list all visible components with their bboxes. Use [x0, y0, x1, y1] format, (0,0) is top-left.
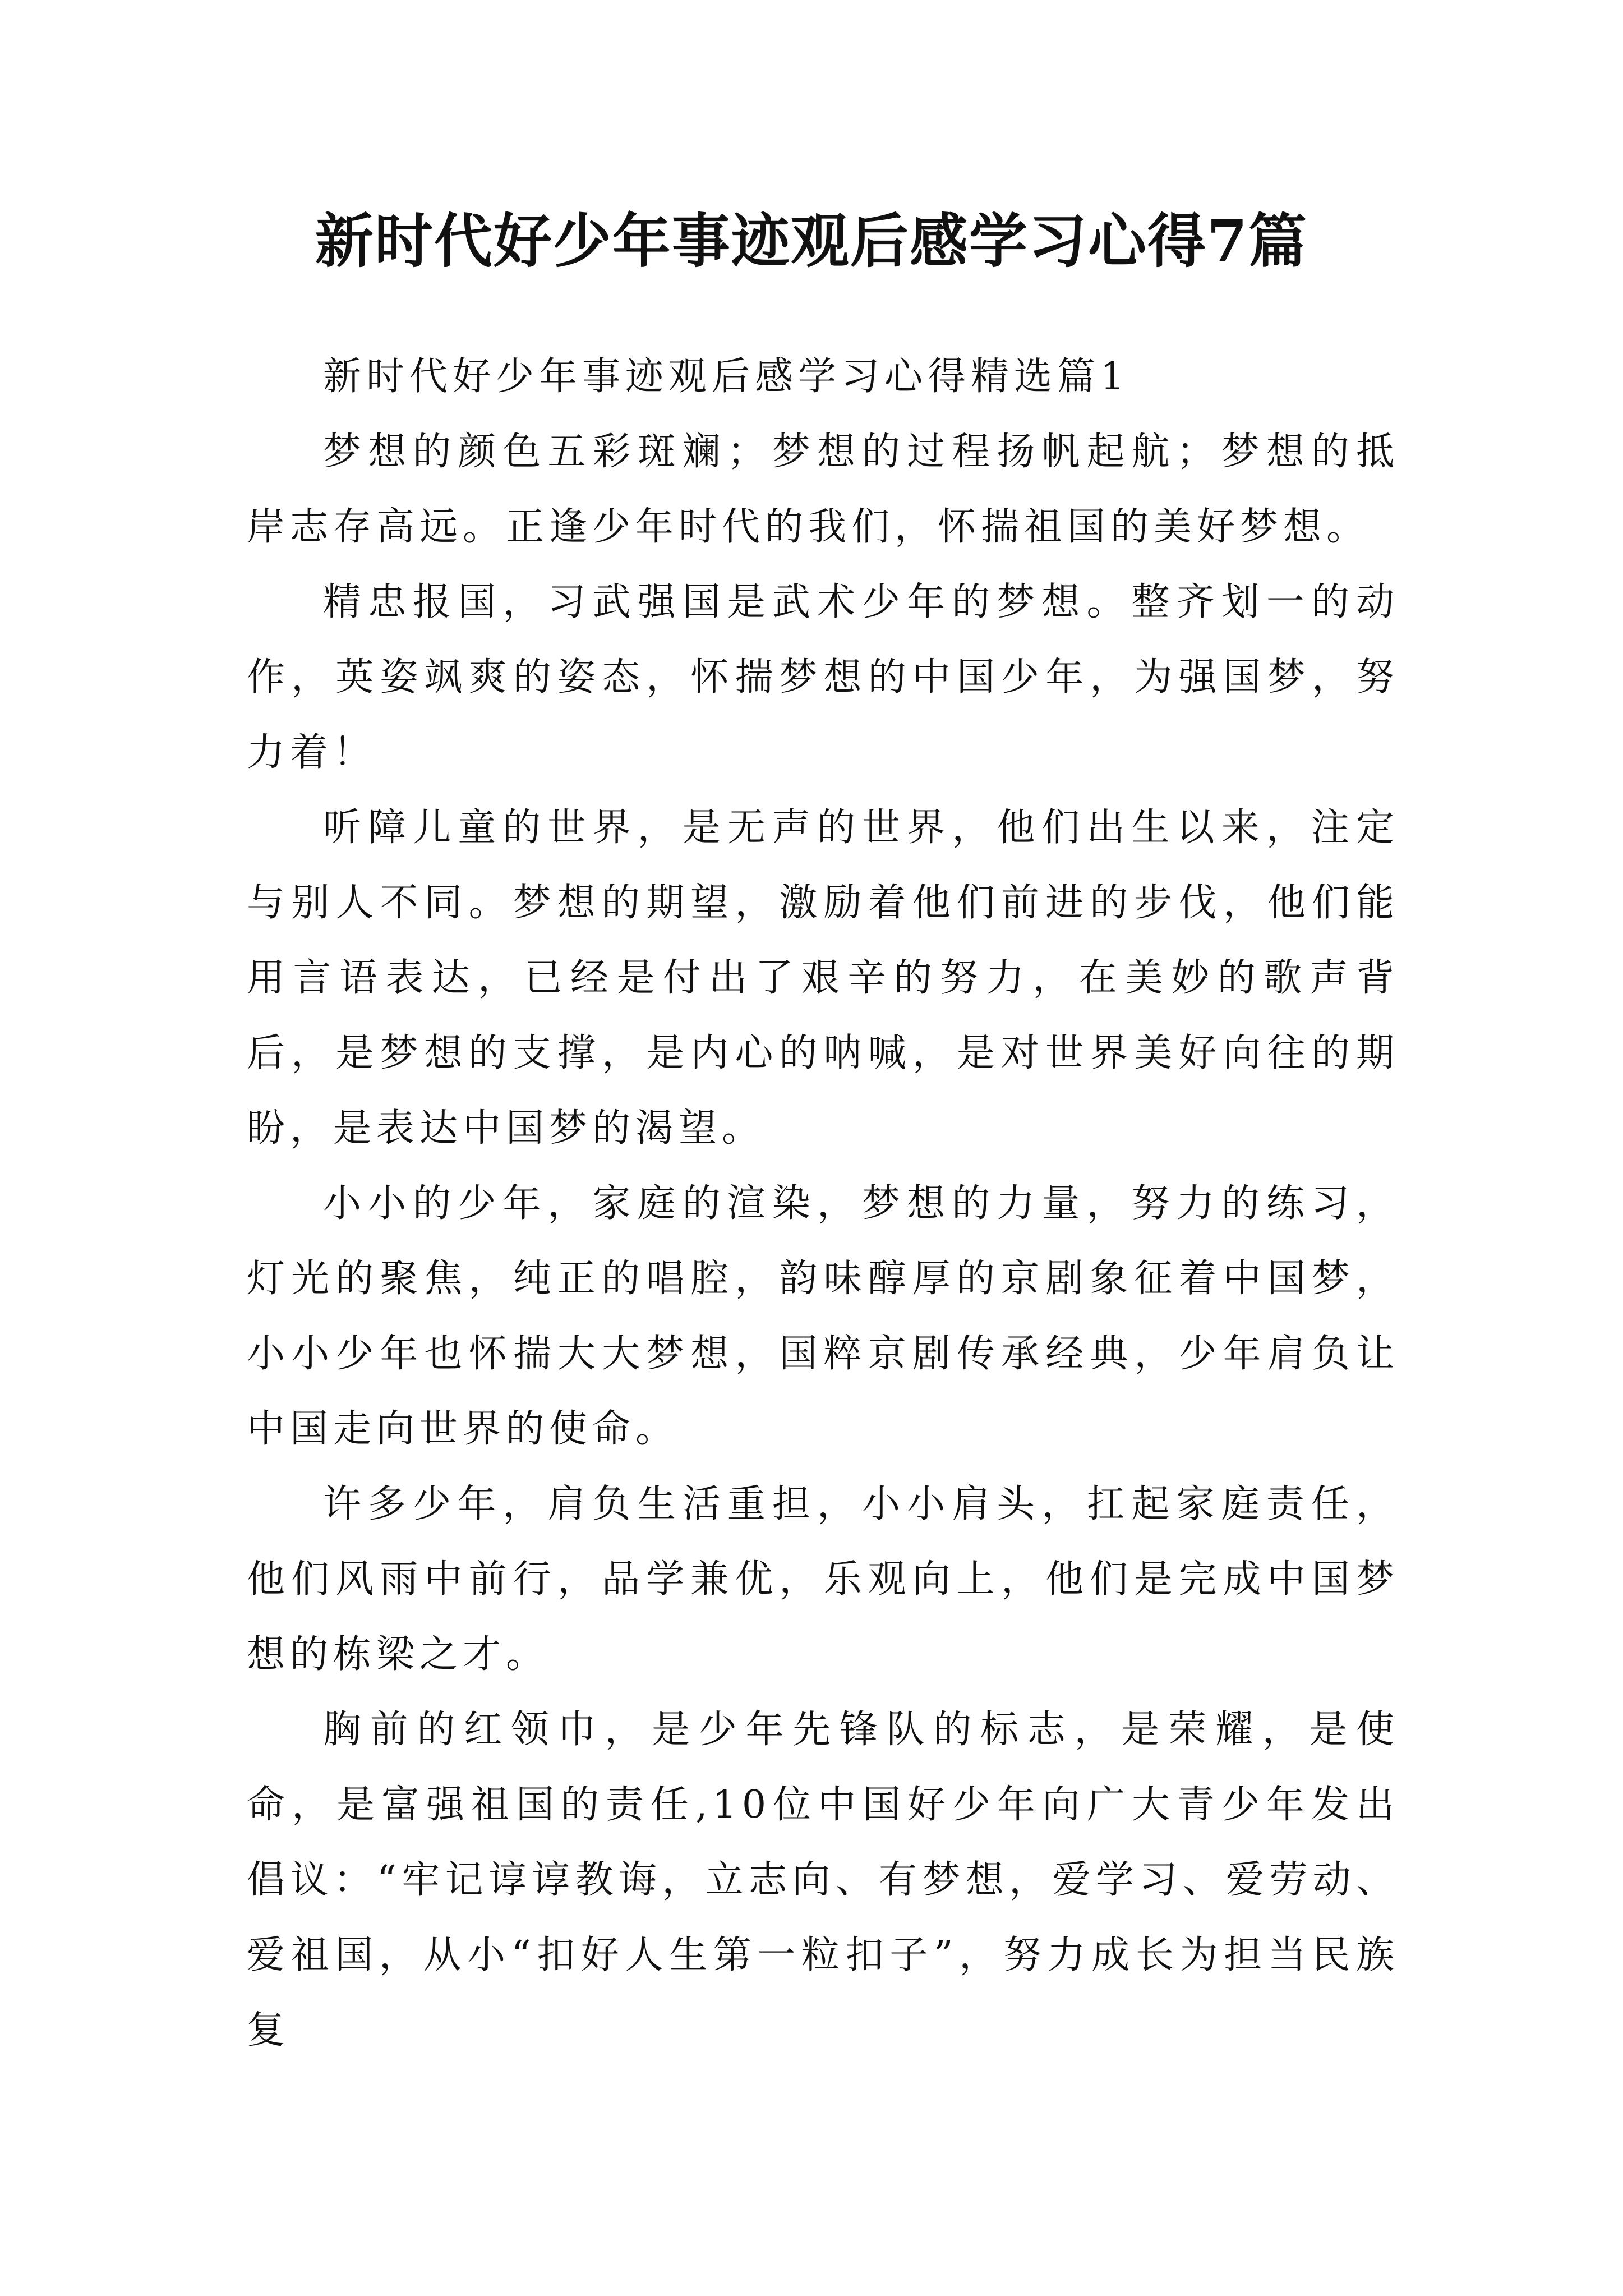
section-heading: 新时代好少年事迹观后感学习心得精选篇1: [323, 355, 1130, 399]
document-title: 新时代好少年事迹观后感学习心得7篇: [315, 206, 1308, 275]
paragraph: 精忠报国，习武强国是武术少年的梦想。整齐划一的动作，英姿飒爽的姿态，怀揣梦想的中国少年，为强国梦，努力着！: [247, 580, 1399, 775]
paragraph: 听障儿童的世界，是无声的世界，他们出生以来，注定与别人不同。梦想的期望，激励着他们前进的步伐，他们能用言语表达，已经是付出了艰辛的努力，在美妙的歌声背后，是梦想的支撑，是内心的呐喊，是对世界美好向往的期盼，是表达中国梦的渴望。: [247, 806, 1399, 1151]
paragraph: 梦想的颜色五彩斑斓；梦想的过程扬帆起航；梦想的抵岸志存高远。正逢少年时代的我们，怀揣祖国的美好梦想。: [247, 430, 1399, 549]
document-body: [247, 339, 1399, 2068]
paragraph: 胸前的红领巾，是少年先锋队的标志，是荣耀，是使命，是富强祖国的责任,10位中国好少年向广大青少年发出倡议：“牢记谆谆教诲，立志向、有梦想，爱学习、爱劳动、爱祖国，从小“扣好人生第一粒扣子”，努力成长为担当民族复: [247, 1708, 1399, 2053]
paragraph: 许多少年，肩负生活重担，小小肩头，扛起家庭责任，他们风雨中前行，品学兼优，乐观向上，他们是完成中国梦想的栋梁之才。: [247, 1482, 1399, 1677]
paragraph: 小小的少年，家庭的渲染，梦想的力量，努力的练习，灯光的聚焦，纯正的唱腔，韵味醇厚的京剧象征着中国梦，小小少年也怀揣大大梦想，国粹京剧传承经典，少年肩负让中国走向世界的使命。: [247, 1181, 1399, 1451]
